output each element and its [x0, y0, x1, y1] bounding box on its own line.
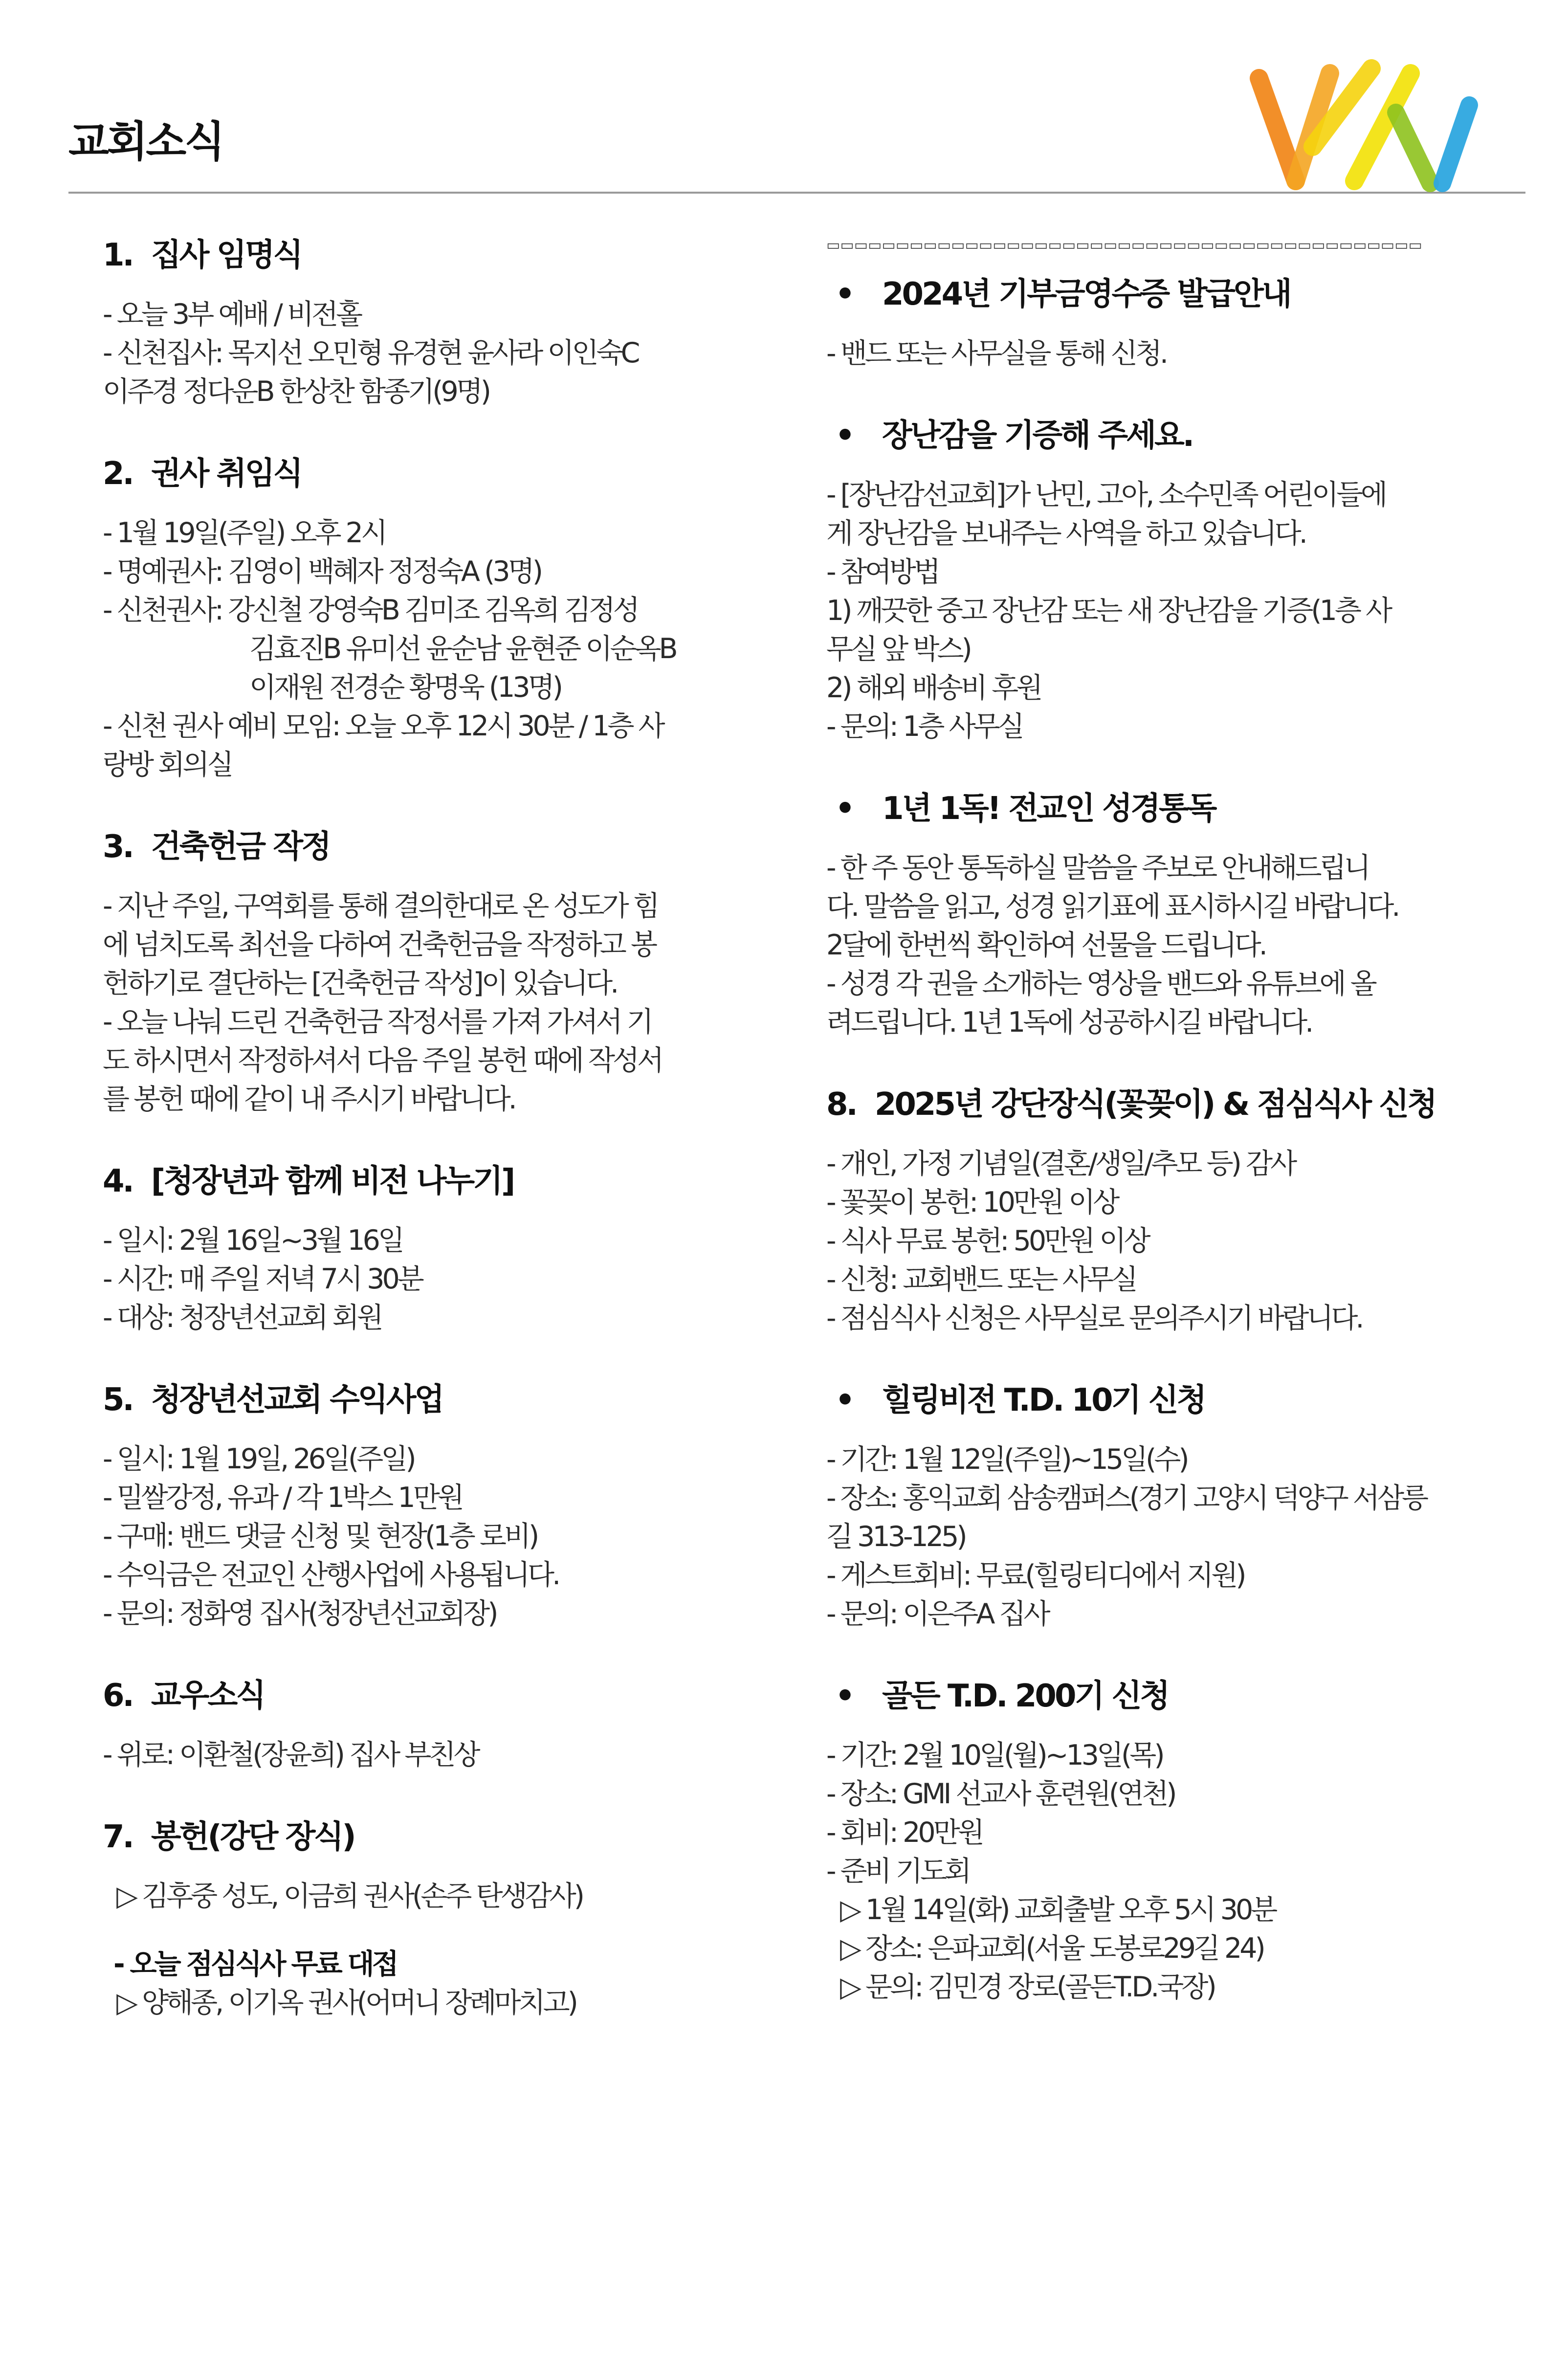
section-title: [826, 788, 1521, 829]
notice-section: [826, 274, 1521, 373]
section-title: [103, 1816, 797, 1858]
section-title: [826, 274, 1521, 315]
notice-line: - 오늘 3부 예배 / 비전홀: [103, 298, 361, 331]
notice-line: - 문의: 이은주A 집사: [826, 1598, 1048, 1630]
bullet-icon: •: [835, 276, 853, 312]
section-number: 2.: [103, 456, 133, 492]
section-title-text: 1년 1독! 전교인 성경통독: [882, 791, 1215, 827]
notice-line: - 기간: 1월 12일(주일)~15일(수): [826, 1443, 1187, 1476]
notice-line: - 지난 주일, 구역회를 통해 결의한대로 온 성도가 힘: [103, 890, 658, 922]
section-title: [103, 1675, 797, 1716]
section-title: [826, 1676, 1521, 1717]
notice-line: - 오늘 점심식사 무료 대접: [113, 1948, 397, 1980]
notice-line: 랑방 회의실: [103, 749, 232, 781]
notice-line: 2달에 한번씩 확인하여 선물을 드립니다.: [826, 929, 1265, 961]
section-title-text: 2024년 기부금영수증 발급안내: [882, 276, 1290, 312]
notice-section: [103, 1675, 797, 1774]
notice-line: - 밀쌀강정, 유과 / 각 1박스 1만원: [103, 1482, 462, 1514]
logo-stroke-orange-1: [1259, 78, 1296, 181]
section-number: 6.: [103, 1678, 133, 1714]
notice-section: [826, 1084, 1521, 1338]
notice-line: 도 하시면서 작정하셔서 다음 주일 봉헌 때에 작성서: [103, 1044, 662, 1077]
notice-section: [103, 826, 797, 1119]
notice-line: - 일시: 1월 19일, 26일(주일): [103, 1443, 414, 1475]
notice-line: - 명예권사: 김영이 백혜자 정정숙A (3명): [103, 555, 541, 588]
notice-line: - 일시: 2월 16일~3월 16일: [103, 1224, 402, 1257]
section-title-text: 집사 임명식: [151, 237, 302, 273]
notice-line: ▷ 양해종, 이기옥 권사(어머니 장례마치고): [116, 1987, 576, 2019]
section-title-text: [청장년과 함께 비전 나누기]: [151, 1163, 514, 1199]
section-title: [103, 1379, 797, 1420]
logo-stroke-blue: [1442, 105, 1469, 183]
notice-section: [103, 453, 797, 784]
logo-stroke-green: [1396, 112, 1430, 183]
section-title-text: 교우소식: [151, 1678, 265, 1714]
notice-line: 무실 앞 박스): [826, 633, 970, 665]
notice-section: [103, 1379, 797, 1633]
notice-line: - 신천권사: 강신철 강영숙B 김미조 김옥희 김정성: [103, 594, 638, 626]
notice-line: - 장소: 홍익교회 삼송캠퍼스(경기 고양시 덕양구 서삼릉: [826, 1482, 1427, 1514]
left-column: [103, 235, 797, 2064]
notice-line: - 신천집사: 목지선 오민형 유경현 윤사라 이인숙C: [103, 337, 638, 369]
bullet-icon: •: [835, 791, 853, 827]
section-title: [103, 826, 797, 867]
bullet-icon: •: [835, 1382, 853, 1418]
notice-line: ▷ 문의: 김민경 장로(골든T.D.국장): [840, 1971, 1215, 2003]
section-title: [103, 1161, 797, 1202]
notice-line: 김효진B 유미선 윤순남 윤현준 이순옥B: [249, 633, 676, 665]
section-title-text: 봉헌(강단 장식): [151, 1819, 354, 1855]
notice-section: [826, 1380, 1521, 1634]
notice-section: [826, 788, 1521, 1042]
section-number: 5.: [103, 1382, 133, 1418]
notice-section: [103, 1816, 797, 2022]
section-title: [826, 1380, 1521, 1421]
notice-line: 다. 말씀을 읽고, 성경 읽기표에 표시하시길 바랍니다.: [826, 890, 1398, 923]
notice-line: - 대상: 청장년선교회 회원: [103, 1302, 381, 1334]
notice-line: - 게스트회비: 무료(힐링티디에서 지원): [826, 1559, 1244, 1592]
notice-line: 이재원 전경순 황명욱 (13명): [249, 671, 561, 704]
notice-line: - 식사 무료 봉헌: 50만원 이상: [826, 1225, 1148, 1257]
notice-line: 헌하기로 결단하는 [건축헌금 작성]이 있습니다.: [103, 967, 617, 999]
section-title-text: 2025년 강단장식(꽃꽂이) & 점심식사 신청: [874, 1086, 1435, 1123]
notice-line: - 기간: 2월 10일(월)~13일(목): [826, 1739, 1163, 1771]
section-number: 7.: [103, 1819, 133, 1855]
page-title: 교회소식: [68, 117, 223, 166]
notice-line: - 장소: GMI 선교사 훈련원(연천): [826, 1778, 1175, 1810]
section-number: 1.: [103, 237, 133, 273]
notice-section: [103, 235, 797, 411]
notice-line: - 신천 권사 예비 모임: 오늘 오후 12시 30분 / 1층 사: [103, 710, 663, 742]
notice-line: - 성경 각 권을 소개하는 영상을 밴드와 유튜브에 올: [826, 968, 1375, 1000]
section-title-text: 청장년선교회 수익사업: [151, 1382, 443, 1418]
right-column: [826, 235, 1521, 2049]
section-title: [826, 415, 1521, 456]
section-title-text: 골든 T.D. 200기 신청: [882, 1678, 1169, 1714]
notice-line: 1) 깨끗한 중고 장난감 또는 새 장난감을 기증(1층 사: [826, 595, 1391, 627]
notice-line: ▷ 1월 14일(화) 교회출발 오후 5시 30분: [840, 1894, 1276, 1926]
notice-line: - 꽃꽂이 봉헌: 10만원 이상: [826, 1186, 1118, 1218]
section-title: [103, 235, 797, 276]
notice-line: - 문의: 1층 사무실: [826, 710, 1022, 743]
section-title-text: 건축헌금 작정: [151, 829, 330, 865]
notice-line: - 구매: 밴드 댓글 신청 및 현장(1층 로비): [103, 1520, 537, 1552]
notice-line: 를 봉헌 때에 같이 내 주시기 바랍니다.: [103, 1083, 515, 1115]
notice-section: [103, 1161, 797, 1337]
notice-line: ▷ 김후중 성도, 이금희 권사(손주 탄생감사): [116, 1880, 583, 1912]
notice-line: - 1월 19일(주일) 오후 2시: [103, 517, 386, 549]
notice-line: 길 313-125): [826, 1521, 965, 1553]
notice-line: - 수익금은 전교인 산행사업에 사용됩니다.: [103, 1559, 559, 1591]
notice-line: 2) 해외 배송비 후원: [826, 672, 1041, 704]
section-title-text: 권사 취임식: [151, 456, 302, 492]
notice-line: - 한 주 동안 통독하실 말씀을 주보로 안내해드립니: [826, 852, 1369, 884]
dotted-divider: ▭▭▭▭▭▭▭▭▭▭▭▭▭▭▭▭▭▭▭▭▭▭▭▭▭▭▭▭▭▭▭▭▭▭▭▭▭▭▭▭▭▭▭: [826, 237, 1422, 254]
section-title-text: 장난감을 기증해 주세요.: [882, 418, 1193, 454]
notice-line: - 위로: 이환철(장윤희) 집사 부친상: [103, 1739, 478, 1771]
notice-line: - [장난감선교회]가 난민, 고아, 소수민족 어린이들에: [826, 479, 1386, 511]
section-title-text: 힐링비전 T.D. 10기 신청: [882, 1382, 1205, 1418]
section-number: 4.: [103, 1163, 133, 1199]
section-number: 8.: [826, 1086, 856, 1123]
notice-line: - 준비 기도회: [826, 1855, 970, 1887]
section-title: [103, 453, 797, 494]
notice-line: - 밴드 또는 사무실을 통해 신청.: [826, 337, 1167, 370]
notice-line: ▷ 장소: 은파교회(서울 도봉로29길 24): [840, 1932, 1263, 1965]
notice-line: - 오늘 나눠 드린 건축헌금 작정서를 가져 가셔서 기: [103, 1006, 651, 1038]
notice-section: [826, 1676, 1521, 2007]
notice-line: 게 장난감을 보내주는 사역을 하고 있습니다.: [826, 517, 1305, 550]
notice-line: - 시간: 매 주일 저녁 7시 30분: [103, 1263, 422, 1295]
notice-line: - 참여방법: [826, 556, 938, 588]
notice-line: - 문의: 정화영 집사(청장년선교회장): [103, 1597, 496, 1630]
notice-line: 이주경 정다운B 한상찬 함종기(9명): [103, 376, 489, 408]
notice-line: - 개인, 가정 기념일(결혼/생일/추모 등) 감사: [826, 1148, 1295, 1180]
notice-line: - 신청: 교회밴드 또는 사무실: [826, 1263, 1136, 1296]
section-number: 3.: [103, 829, 133, 865]
section-title: [826, 1084, 1521, 1125]
notice-line: 려드립니다. 1년 1독에 성공하시길 바랍니다.: [826, 1006, 1312, 1039]
spacer: [103, 1916, 797, 1945]
notice-line: 에 넘치도록 최선을 다하여 건축헌금을 작정하고 봉: [103, 929, 656, 961]
bullet-icon: •: [835, 418, 853, 454]
notice-line: - 회비: 20만원: [826, 1816, 982, 1849]
church-logo: [1249, 59, 1489, 195]
notice-section: [826, 415, 1521, 746]
bullet-icon: •: [835, 1678, 853, 1714]
notice-line: - 점심식사 신청은 사무실로 문의주시기 바랍니다.: [826, 1302, 1362, 1334]
